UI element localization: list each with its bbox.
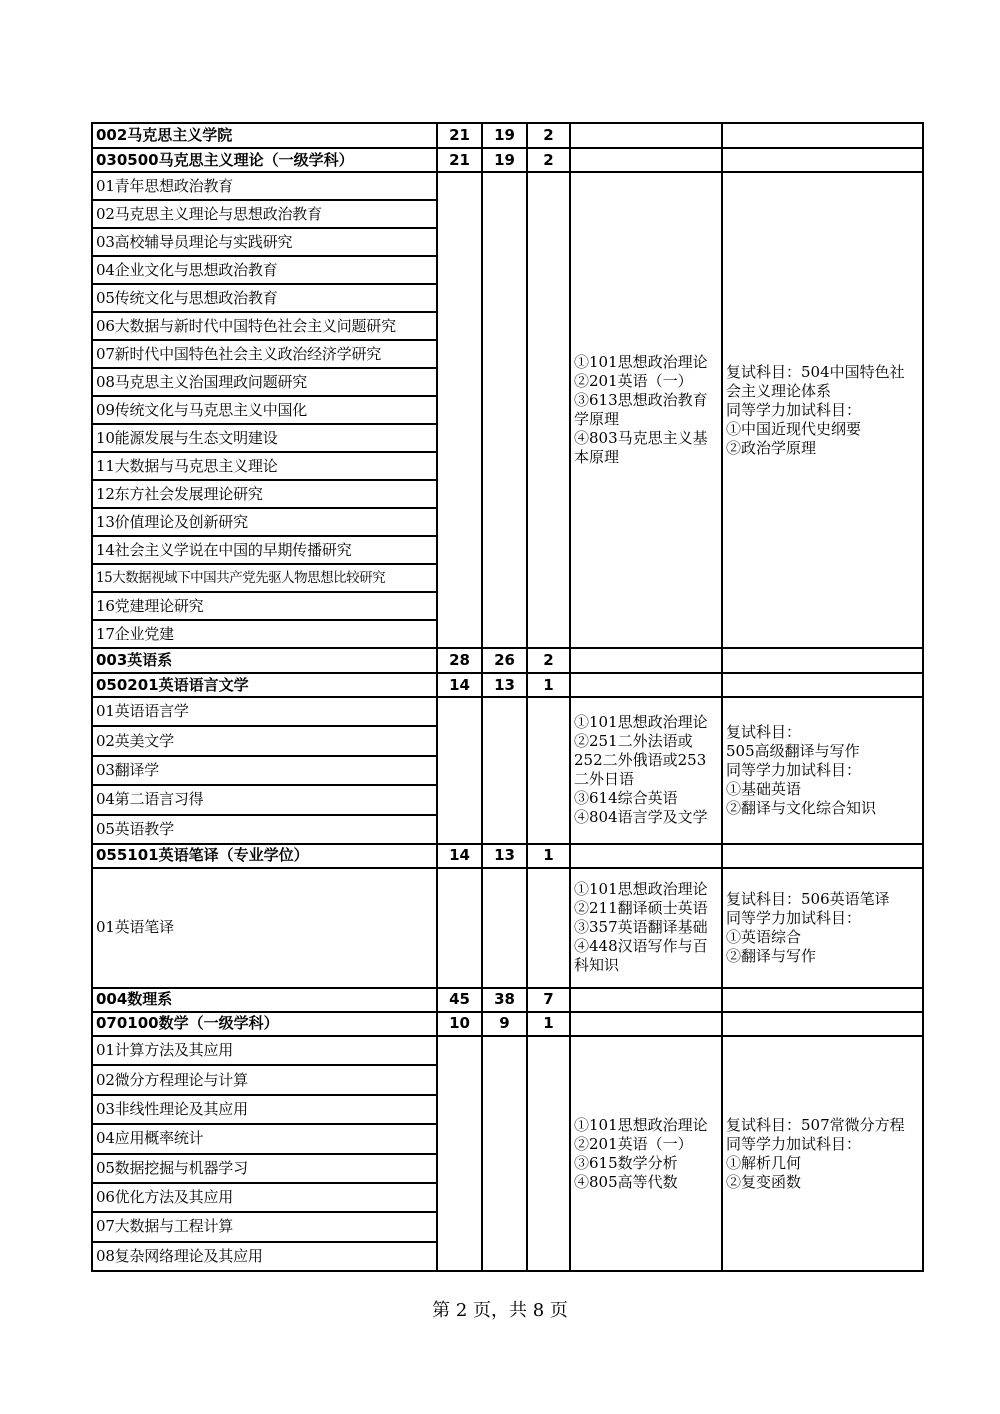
major-row-030500 xyxy=(92,148,923,172)
direction-name: 01计算方法及其应用 xyxy=(92,1036,437,1065)
direction-name: 02英美文学 xyxy=(92,726,437,755)
exam-cell-empty xyxy=(570,988,722,1012)
note-cell-empty xyxy=(722,648,923,673)
direction-name: 01青年思想政治教育 xyxy=(92,172,437,200)
direction-name: 01英语语言学 xyxy=(92,697,437,726)
exam-subjects-line: ②251二外法语或 xyxy=(574,732,693,751)
major-row-050201 xyxy=(92,673,923,697)
row-title: 004数理系 xyxy=(92,988,437,1012)
count-b: 2 xyxy=(527,148,570,172)
exam-subjects xyxy=(570,1036,722,1271)
direction-name: 03高校辅导员理论与实践研究 xyxy=(92,228,437,256)
direction-name: 14社会主义学说在中国的早期传播研究 xyxy=(92,536,437,564)
direction-row xyxy=(92,868,923,988)
direction-count-empty xyxy=(482,172,527,648)
count-a: 26 xyxy=(482,648,527,673)
direction-name: 03翻译学 xyxy=(92,756,437,785)
exam-subjects-line: 学原理 xyxy=(574,410,620,428)
direction-name: 08马克思主义治国理政问题研究 xyxy=(92,368,437,396)
direction-name: 04应用概率统计 xyxy=(92,1124,437,1153)
direction-count-empty xyxy=(527,172,570,648)
retest-notes-line: ①基础英语 xyxy=(726,779,802,798)
direction-count-empty xyxy=(527,697,570,844)
exam-subjects-line: 二外日语 xyxy=(574,770,635,789)
exam-cell-empty xyxy=(570,148,722,172)
retest-notes-line: 复试科目：507常微分方程 xyxy=(726,1115,905,1134)
direction-row xyxy=(92,697,923,726)
direction-count-empty xyxy=(437,868,482,988)
direction-name: 05英语教学 xyxy=(92,815,437,844)
direction-count-empty xyxy=(527,868,570,988)
exam-subjects-line: ③613思想政治教育 xyxy=(574,391,708,409)
exam-subjects-line: ④804语言学及文学 xyxy=(574,808,708,827)
count-total: 21 xyxy=(437,123,482,148)
direction-name: 03非线性理论及其应用 xyxy=(92,1095,437,1124)
retest-notes-line: 复试科目：504中国特色社 xyxy=(726,362,905,381)
direction-name: 10能源发展与生态文明建设 xyxy=(92,424,437,452)
count-total: 45 xyxy=(437,988,482,1012)
row-title: 030500马克思主义理论（一级学科） xyxy=(92,148,437,172)
exam-subjects-line: ④448汉语写作与百 xyxy=(574,937,708,956)
count-a: 9 xyxy=(482,1012,527,1036)
exam-subjects xyxy=(570,868,722,988)
major-row-055101 xyxy=(92,844,923,868)
exam-subjects-line: ①101思想政治理论 xyxy=(574,713,708,732)
note-cell-empty xyxy=(722,123,923,148)
direction-row xyxy=(92,172,923,200)
row-title: 003英语系 xyxy=(92,648,437,673)
count-a: 19 xyxy=(482,148,527,172)
retest-notes-line: ②翻译与文化综合知识 xyxy=(726,798,877,817)
direction-name: 17企业党建 xyxy=(92,620,437,648)
exam-subjects xyxy=(570,172,722,648)
enrollment-table xyxy=(91,122,924,1272)
direction-count-empty xyxy=(482,1036,527,1271)
exam-subjects-line: 本原理 xyxy=(574,448,620,466)
note-cell-empty xyxy=(722,844,923,868)
retest-notes-line: ①中国近现代史纲要 xyxy=(726,419,862,438)
exam-subjects xyxy=(570,697,722,844)
dept-row-002 xyxy=(92,123,923,148)
row-title: 050201英语语言文学 xyxy=(92,673,437,697)
retest-notes-line: ②复变函数 xyxy=(726,1172,802,1191)
direction-name: 09传统文化与马克思主义中国化 xyxy=(92,396,437,424)
retest-notes-line: 同等学力加试科目： xyxy=(726,400,862,419)
direction-count-empty xyxy=(527,1036,570,1271)
count-a: 38 xyxy=(482,988,527,1012)
retest-notes-line: ②政治学原理 xyxy=(726,438,817,457)
count-total: 28 xyxy=(437,648,482,673)
exam-cell-empty xyxy=(570,123,722,148)
exam-subjects-line: ③357英语翻译基础 xyxy=(574,918,708,937)
count-a: 19 xyxy=(482,123,527,148)
retest-notes xyxy=(722,697,923,844)
direction-count-empty xyxy=(437,1036,482,1271)
retest-notes xyxy=(722,1036,923,1271)
exam-cell-empty xyxy=(570,648,722,673)
exam-subjects-line: ①101思想政治理论 xyxy=(574,1115,708,1134)
direction-name: 01英语笔译 xyxy=(92,868,437,988)
major-row-070100 xyxy=(92,1012,923,1036)
exam-cell-empty xyxy=(570,844,722,868)
count-b: 7 xyxy=(527,988,570,1012)
exam-subjects-line: ④805高等代数 xyxy=(574,1172,678,1191)
count-a: 13 xyxy=(482,673,527,697)
direction-name: 08复杂网络理论及其应用 xyxy=(92,1242,437,1271)
direction-name: 07大数据与工程计算 xyxy=(92,1212,437,1241)
direction-name: 05传统文化与思想政治教育 xyxy=(92,284,437,312)
dept-row-004 xyxy=(92,988,923,1012)
direction-name: 05数据挖掘与机器学习 xyxy=(92,1154,437,1183)
exam-subjects-line: 252二外俄语或253 xyxy=(574,751,707,770)
direction-count-empty xyxy=(437,697,482,844)
retest-notes-line: 会主义理论体系 xyxy=(726,381,832,400)
retest-notes-line: ①英语综合 xyxy=(726,927,802,946)
retest-notes-line: 复试科目： xyxy=(726,722,802,741)
row-title: 002马克思主义学院 xyxy=(92,123,437,148)
retest-notes xyxy=(722,868,923,988)
direction-count-empty xyxy=(482,697,527,844)
count-total: 14 xyxy=(437,673,482,697)
count-b: 2 xyxy=(527,123,570,148)
note-cell-empty xyxy=(722,148,923,172)
retest-notes-line: 同等学力加试科目： xyxy=(726,760,862,779)
exam-subjects-line: ③615数学分析 xyxy=(574,1153,678,1172)
direction-name: 15大数据视域下中国共产党先驱人物思想比较研究 xyxy=(92,564,437,592)
direction-name: 06大数据与新时代中国特色社会主义问题研究 xyxy=(92,312,437,340)
exam-subjects-line: ③614综合英语 xyxy=(574,789,678,808)
count-b: 1 xyxy=(527,673,570,697)
direction-name: 07新时代中国特色社会主义政治经济学研究 xyxy=(92,340,437,368)
row-title: 055101英语笔译（专业学位） xyxy=(92,844,437,868)
direction-name: 04企业文化与思想政治教育 xyxy=(92,256,437,284)
exam-subjects-line: ①101思想政治理论 xyxy=(574,880,708,899)
retest-notes-line: 同等学力加试科目： xyxy=(726,1134,862,1153)
retest-notes-line: ②翻译与写作 xyxy=(726,946,817,965)
exam-cell-empty xyxy=(570,673,722,697)
page-footer: 第 2 页，共 8 页 xyxy=(432,1300,568,1321)
direction-count-empty xyxy=(482,868,527,988)
count-total: 21 xyxy=(437,148,482,172)
exam-subjects-line: 科知识 xyxy=(574,956,620,975)
count-b: 1 xyxy=(527,844,570,868)
retest-notes-line: ①解析几何 xyxy=(726,1153,802,1172)
direction-name: 16党建理论研究 xyxy=(92,592,437,620)
count-b: 2 xyxy=(527,648,570,673)
dept-row-003 xyxy=(92,648,923,673)
row-title: 070100数学（一级学科） xyxy=(92,1012,437,1036)
direction-count-empty xyxy=(437,172,482,648)
table-body xyxy=(92,123,923,1271)
exam-subjects-line: ④803马克思主义基 xyxy=(574,429,708,447)
retest-notes xyxy=(722,172,923,648)
exam-subjects-line: ②201英语（一） xyxy=(574,1134,693,1153)
note-cell-empty xyxy=(722,1012,923,1036)
count-b: 1 xyxy=(527,1012,570,1036)
count-a: 13 xyxy=(482,844,527,868)
retest-notes-line: 同等学力加试科目： xyxy=(726,908,862,927)
retest-notes-line: 复试科目：506英语笔译 xyxy=(726,889,890,908)
direction-name: 02马克思主义理论与思想政治教育 xyxy=(92,200,437,228)
direction-name: 04第二语言习得 xyxy=(92,785,437,814)
count-total: 14 xyxy=(437,844,482,868)
exam-subjects-line: ②211翻译硕士英语 xyxy=(574,899,708,918)
note-cell-empty xyxy=(722,988,923,1012)
direction-name: 12东方社会发展理论研究 xyxy=(92,480,437,508)
direction-name: 11大数据与马克思主义理论 xyxy=(92,452,437,480)
direction-name: 02微分方程理论与计算 xyxy=(92,1065,437,1094)
count-total: 10 xyxy=(437,1012,482,1036)
direction-row xyxy=(92,1036,923,1065)
direction-name: 06优化方法及其应用 xyxy=(92,1183,437,1212)
exam-subjects-line: ①101思想政治理论 xyxy=(574,353,708,371)
retest-notes-line: 505高级翻译与写作 xyxy=(726,741,860,760)
direction-name: 13价值理论及创新研究 xyxy=(92,508,437,536)
note-cell-empty xyxy=(722,673,923,697)
exam-cell-empty xyxy=(570,1012,722,1036)
exam-subjects-line: ②201英语（一） xyxy=(574,372,693,390)
